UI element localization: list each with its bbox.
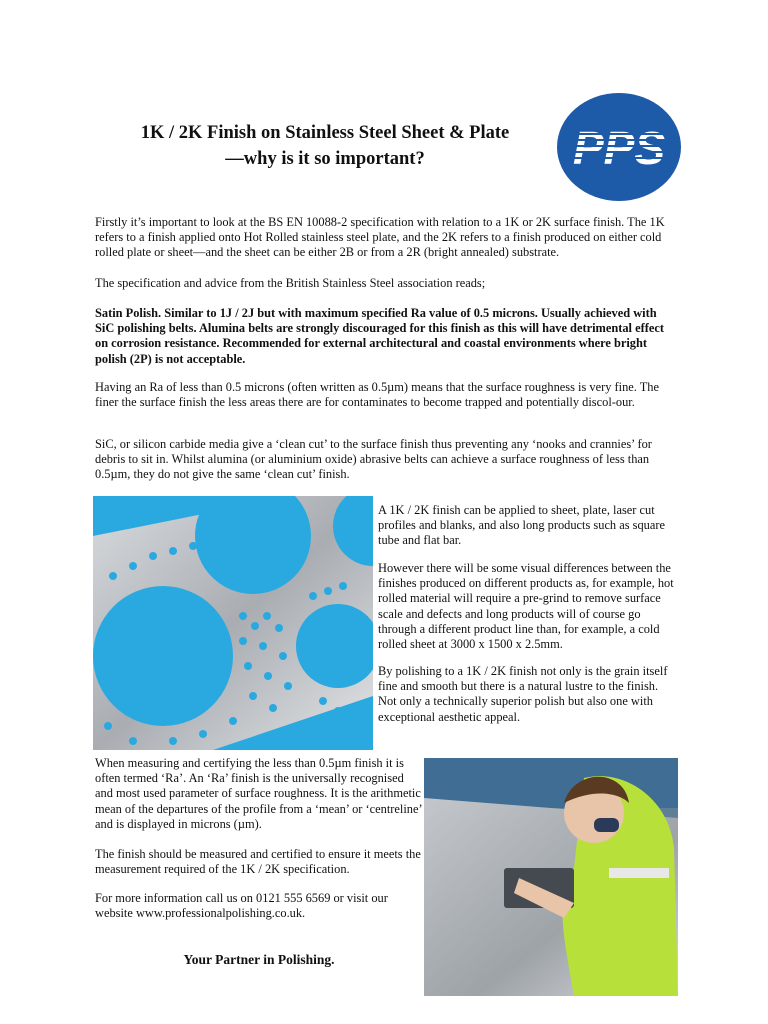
logo-text: PPS [572, 122, 666, 174]
pps-logo [556, 92, 682, 202]
sic-paragraph: SiC, or silicon carbide media give a ‘clean cut’ to the surface finish thus preventing any ‘nooks and crannies’ for debris to sit in. Whilst alumina (or aluminium oxide) abrasive belts can achieve a surface roughness of less than 0.5µm, they do not give the same ‘clean cut’ finish. [95, 437, 652, 482]
visual-differences-paragraph: However there will be some visual differences between the finishes produced on different products as, for example, hot rolled material will require a pre-grind to remove surface scale and defects and long products will of course go through a different product line than, for example, a cold rolled sheet at 3000 x 1500 x 2.5mm. [378, 561, 674, 652]
tagline: Your Partner in Polishing. [183, 952, 335, 967]
title-line-1: 1K / 2K Finish on Stainless Steel Sheet & Plate [140, 123, 510, 143]
certification-paragraph: The finish should be measured and certified to ensure it meets the measurement required of the 1K / 2K specification. [95, 847, 421, 877]
spec-intro-paragraph: The specification and advice from the British Stainless Steel association reads; [95, 276, 486, 290]
title-line-2: —why is it so important? [225, 149, 425, 169]
measuring-paragraph: When measuring and certifying the less than 0.5µm finish it is often termed ‘Ra’. An ‘Ra’ finish is the universally recognised and most used parameter of surface roughness. It is the arithmetic mean of the departures of the profile from a ‘mean’ or ‘centreline’ and is displayed in microns (µm). [95, 756, 422, 831]
worker-measuring-photo [424, 758, 678, 996]
intro-paragraph: Firstly it’s important to look at the BS EN 10088-2 specification with relation to a 1K or 2K surface finish. The 1K refers to a finish applied onto Hot Rolled stainless steel plate, and the 2K refers to a finish produced on either cold rolled plate or sheet—and the sheet can be either 2B or from a 2R (bright annealed) substrate. [95, 215, 665, 260]
contact-paragraph: For more information call us on 0121 555 6569 or visit our website www.professionalpolishing.co.uk. [95, 891, 388, 921]
page-title [100, 120, 550, 172]
applications-paragraph: A 1K / 2K finish can be applied to sheet, plate, laser cut profiles and blanks, and also long products such as square tube and flat bar. [378, 503, 665, 548]
ra-paragraph: Having an Ra of less than 0.5 microns (often written as 0.5µm) means that the surface roughness is very fine. The finer the surface finish the less areas there are for contaminates to become trapped and potentially discol-our. [95, 380, 659, 410]
spec-quote-paragraph: Satin Polish. Similar to 1J / 2J but with maximum specified Ra value of 0.5 microns. Usually achieved with SiC polishing belts. Alumina belts are strongly discouraged for this finish as this will have detrimental effect on corrosion resistance. Recommended for external architectural and coastal environments where bright polish (2P) is not acceptable. [95, 306, 664, 366]
lustre-paragraph: By polishing to a 1K / 2K finish not only is the grain itself fine and smooth but there is a natural lustre to the finish. Not only a technically superior polish but also one with exceptional aesthetic appeal. [378, 664, 668, 724]
perforated-plate-photo [93, 496, 373, 750]
